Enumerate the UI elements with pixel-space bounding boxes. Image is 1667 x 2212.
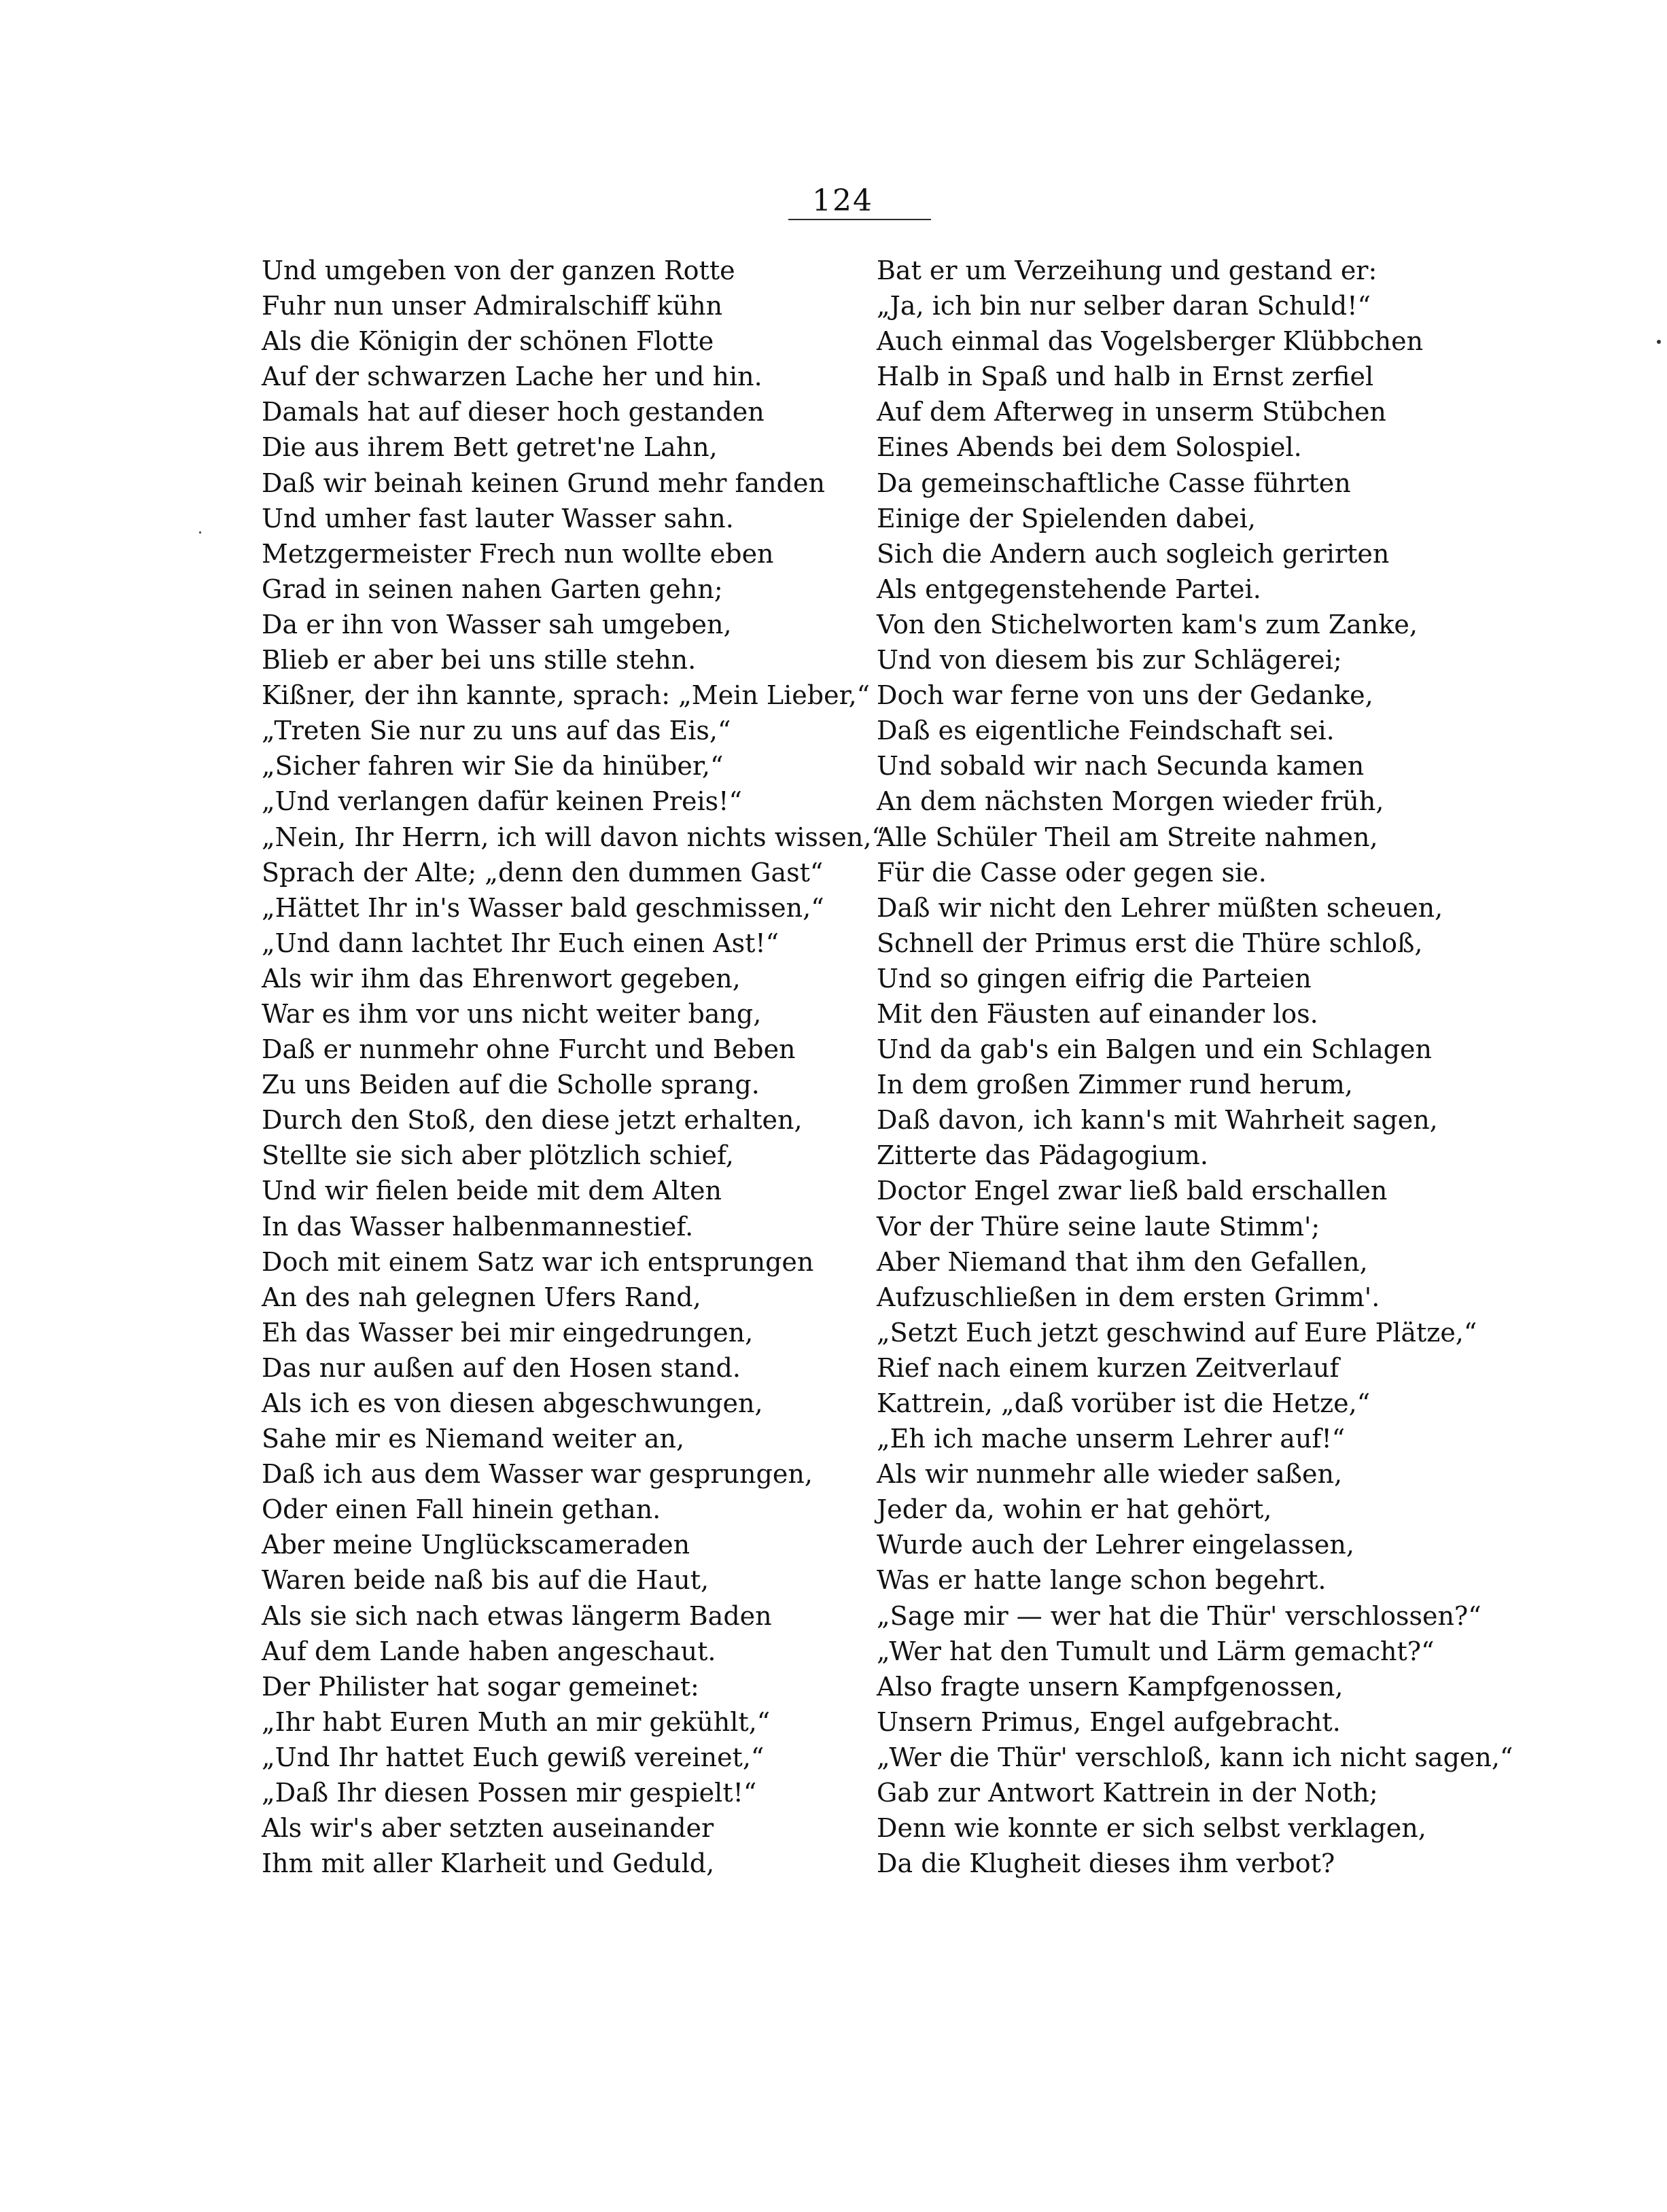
verse-line: Und wir fielen beide mit dem Alten — [262, 1176, 722, 1206]
verse-line: Damals hat auf dieser hoch gestanden — [262, 397, 765, 427]
verse-line: Stellte sie sich aber plötzlich schief, — [262, 1140, 734, 1171]
verse-line: Als wir nunmehr alle wieder saßen, — [877, 1459, 1343, 1490]
verse-line: Auch einmal das Vogelsberger Klübbchen — [877, 326, 1424, 357]
right-column — [877, 253, 1513, 1881]
verse-line: Da die Klugheit dieses ihm verbot? — [877, 1848, 1335, 1879]
verse-line: Jeder da, wohin er hat gehört, — [877, 1494, 1272, 1525]
page-number: 124 — [812, 183, 873, 218]
verse-line: Aufzuschließen in dem ersten Grimm'. — [877, 1282, 1380, 1312]
verse-line: „Und dann lachtet Ihr Euch einen Ast!“ — [262, 928, 779, 958]
verse-line: Ihm mit aller Klarheit und Geduld, — [262, 1848, 715, 1879]
verse-line: Und da gab's ein Balgen und ein Schlagen — [877, 1034, 1433, 1065]
verse-line: „Daß Ihr diesen Possen mir gespielt!“ — [262, 1778, 757, 1808]
verse-line: Alle Schüler Theil am Streite nahmen, — [877, 822, 1378, 852]
verse-line: In dem großen Zimmer rund herum, — [877, 1070, 1353, 1100]
verse-line: „Und verlangen dafür keinen Preis!“ — [262, 786, 742, 817]
verse-line: Da er ihn von Wasser sah umgeben, — [262, 609, 732, 639]
verse-line: „Wer die Thür' verschloß, kann ich nicht sagen,“ — [877, 1742, 1513, 1772]
verse-line: Denn wie konnte er sich selbst verklagen, — [877, 1813, 1426, 1844]
verse-line: Daß wir beinah keinen Grund mehr fanden — [262, 468, 825, 498]
verse-line: Oder einen Fall hinein gethan. — [262, 1494, 661, 1525]
print-speck — [199, 531, 201, 533]
verse-line: Eh das Wasser bei mir eingedrungen, — [262, 1317, 754, 1348]
verse-line: Schnell der Primus erst die Thüre schloß, — [877, 928, 1423, 958]
verse-line: Als ich es von diesen abgeschwungen, — [262, 1388, 763, 1418]
verse-line: Und von diesem bis zur Schlägerei; — [877, 645, 1342, 675]
verse-line: Und so gingen eifrig die Parteien — [877, 963, 1312, 994]
verse-line: Zu uns Beiden auf die Scholle sprang. — [262, 1070, 760, 1100]
verse-line: Und umgeben von der ganzen Rotte — [262, 256, 735, 285]
verse-line: Daß es eigentliche Feindschaft sei. — [877, 716, 1335, 746]
verse-line: „Eh ich mache unserm Lehrer auf!“ — [877, 1424, 1346, 1454]
verse-line: Einige der Spielenden dabei, — [877, 503, 1256, 533]
verse-line: Bat er um Verzeihung und gestand er: — [877, 256, 1378, 285]
verse-line: Doch mit einem Satz war ich entsprungen — [262, 1246, 814, 1277]
verse-line: Durch den Stoß, den diese jetzt erhalten, — [262, 1105, 803, 1136]
verse-line: „Setzt Euch jetzt geschwind auf Eure Plätze,“ — [877, 1317, 1477, 1348]
verse-line: Auf der schwarzen Lache her und hin. — [262, 362, 762, 392]
verse-line: Als sie sich nach etwas längerm Baden — [262, 1600, 772, 1631]
verse-line: Als wir's aber setzten auseinander — [262, 1813, 714, 1844]
verse-line: Und sobald wir nach Secunda kamen — [877, 751, 1365, 782]
verse-line: „Wer hat den Tumult und Lärm gemacht?“ — [877, 1636, 1435, 1666]
verse-line: Kißner, der ihn kannte, sprach: „Mein Lieber,“ — [262, 680, 871, 711]
verse-line: Mit den Fäusten auf einander los. — [877, 998, 1318, 1029]
verse-line: An des nah gelegnen Ufers Rand, — [262, 1282, 701, 1312]
verse-line: Und umher fast lauter Wasser sahn. — [262, 503, 734, 533]
verse-line: Fuhr nun unser Admiralschiff kühn — [262, 291, 723, 321]
print-speck — [1657, 340, 1661, 344]
verse-line: Waren beide naß bis auf die Haut, — [262, 1565, 709, 1596]
verse-line: „Sicher fahren wir Sie da hinüber,“ — [262, 751, 724, 782]
verse-line: Aber Niemand that ihm den Gefallen, — [877, 1246, 1368, 1277]
verse-line: Aber meine Unglückscameraden — [262, 1530, 690, 1560]
verse-line: Als wir ihm das Ehrenwort gegeben, — [262, 963, 741, 994]
verse-line: Daß ich aus dem Wasser war gesprungen, — [262, 1459, 813, 1490]
verse-line: „Nein, Ihr Herrn, ich will davon nichts wissen,“ — [262, 822, 885, 852]
verse-line: Rief nach einem kurzen Zeitverlauf — [877, 1352, 1339, 1383]
verse-line: „Hättet Ihr in's Wasser bald geschmissen,“ — [262, 892, 824, 923]
verse-line: Was er hatte lange schon begehrt. — [877, 1565, 1327, 1596]
verse-line: Sahe mir es Niemand weiter an, — [262, 1424, 685, 1454]
verse-line: Der Philister hat sogar gemeinet: — [262, 1671, 699, 1702]
verse-line: Für die Casse oder gegen sie. — [877, 857, 1267, 888]
verse-line: „Sage mir — wer hat die Thür' verschlossen?“ — [877, 1600, 1481, 1631]
verse-line: Eines Abends bei dem Solospiel. — [877, 432, 1302, 463]
left-column — [262, 253, 885, 1881]
verse-line: Daß er nunmehr ohne Furcht und Beben — [262, 1034, 796, 1065]
verse-line: Von den Stichelworten kam's zum Zanke, — [877, 609, 1418, 639]
verse-line: „Ihr habt Euren Muth an mir gekühlt,“ — [262, 1706, 771, 1737]
verse-line: Unsern Primus, Engel aufgebracht. — [877, 1706, 1341, 1737]
verse-line: Metzgermeister Frech nun wollte eben — [262, 538, 774, 569]
verse-line: Sprach der Alte; „denn den dummen Gast“ — [262, 857, 824, 888]
verse-line: Gab zur Antwort Kattrein in der Noth; — [877, 1778, 1378, 1808]
verse-line: Als entgegenstehende Partei. — [877, 574, 1261, 604]
verse-line: Vor der Thüre seine laute Stimm'; — [877, 1211, 1320, 1242]
verse-line: Daß wir nicht den Lehrer müßten scheuen, — [877, 892, 1443, 923]
verse-line: War es ihm vor uns nicht weiter bang, — [262, 998, 762, 1029]
verse-line: Also fragte unsern Kampfgenossen, — [877, 1671, 1344, 1702]
verse-line: „Und Ihr hattet Euch gewiß vereinet,“ — [262, 1742, 765, 1772]
verse-line: Als die Königin der schönen Flotte — [262, 326, 714, 357]
verse-line: Sich die Andern auch sogleich gerirten — [877, 538, 1390, 569]
verse-line: Grad in seinen nahen Garten gehn; — [262, 574, 723, 604]
verse-line: Da gemeinschaftliche Casse führten — [877, 468, 1351, 498]
verse-line: „Treten Sie nur zu uns auf das Eis,“ — [262, 716, 731, 746]
verse-line: Doch war ferne von uns der Gedanke, — [877, 680, 1373, 711]
verse-line: Zitterte das Pädagogium. — [877, 1140, 1208, 1171]
verse-line: Auf dem Lande haben angeschaut. — [262, 1636, 716, 1666]
verse-line: An dem nächsten Morgen wieder früh, — [877, 786, 1384, 817]
verse-line: Halb in Spaß und halb in Ernst zerfiel — [877, 362, 1374, 392]
verse-line: Das nur außen auf den Hosen stand. — [262, 1352, 741, 1383]
verse-line: Blieb er aber bei uns stille stehn. — [262, 645, 697, 675]
verse-line: „Ja, ich bin nur selber daran Schuld!“ — [877, 291, 1371, 321]
verse-line: Daß davon, ich kann's mit Wahrheit sagen, — [877, 1105, 1438, 1136]
header-rule — [788, 219, 931, 220]
verse-line: Die aus ihrem Bett getret'ne Lahn, — [262, 432, 718, 463]
verse-line: Doctor Engel zwar ließ bald erschallen — [877, 1176, 1388, 1206]
verse-line: Auf dem Afterweg in unserm Stübchen — [877, 397, 1386, 427]
verse-line: In das Wasser halbenmannestief. — [262, 1211, 694, 1242]
verse-line: Wurde auch der Lehrer eingelassen, — [877, 1530, 1354, 1560]
verse-line: Kattrein, „daß vorüber ist die Hetze,“ — [877, 1388, 1371, 1418]
